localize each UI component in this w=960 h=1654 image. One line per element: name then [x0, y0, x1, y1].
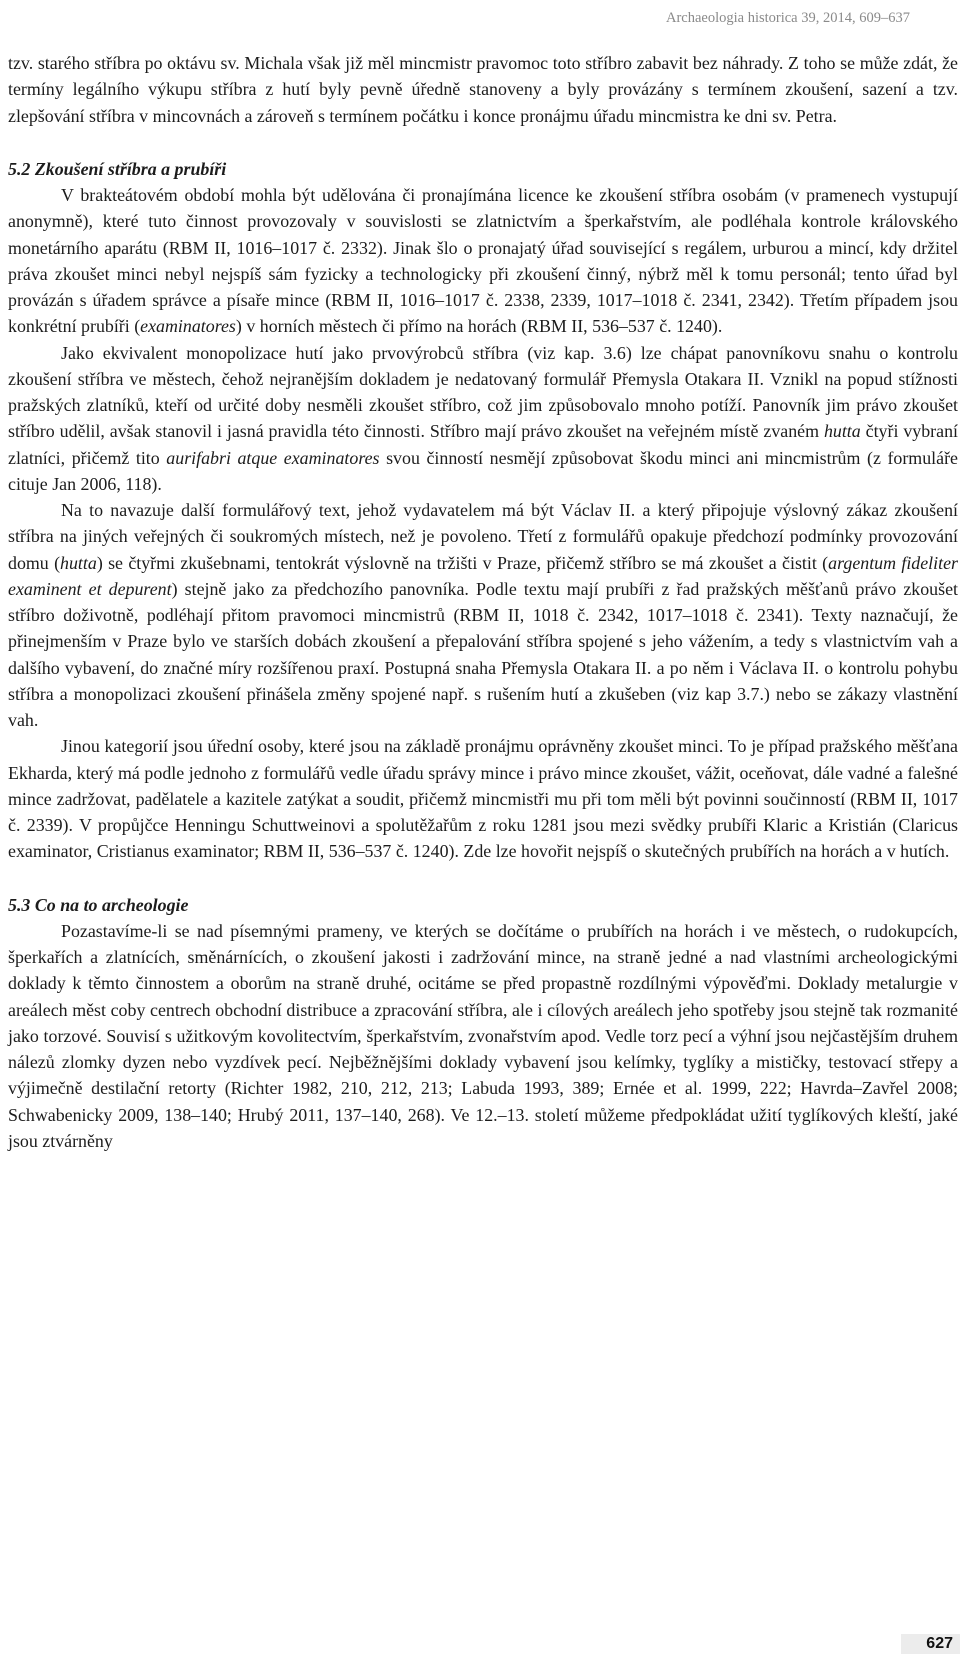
- paragraph-continued: tzv. starého stříbra po oktávu sv. Michala však již měl mincmistr pravomoc toto stříbro zabavit bez náhrady. Z toho se může zdát, že termíny legálního výkupu stříbra z hutí byly pevně úředně stanoveny a byly provázány s termínem zkoušení, sazení a tzv. zlepšování stříbra v mincovnách a zároveň s termínem počátku i konce pronájmu úřadu mincmistra ke dni sv. Petra.: [8, 53, 958, 126]
- text-run: Na to navazuje další formulářový text, jehož vydavatelem má být Václav II. a který připojuje výslovný zákaz zkoušení stříbra na jiných veřejných či soukromých místech, než je povoleno. Třetí z formulářů opakuje předchozí podmínky provozování domu (: [8, 500, 958, 573]
- running-head: Archaeologia historica 39, 2014, 609–637: [665, 10, 910, 26]
- italic-run: hutta: [60, 552, 97, 573]
- paragraph-5-3-1: Pozastavíme-li se nad písemnými prameny, ve kterých se dočítáme o prubířích na horách i ve městech, o rudokupcích, šperkařích a zlatnících, směnárnících, o zkoušení jakosti i zadržování mince, na straně jedné a nad vlastními archeologickými doklady k těmto činnostem a oborům na straně druhé, ocitáme se před propastně rozdílnými výpověďmi. Doklady metalurgie v areálech měst coby centrech obchodní distribuce a zpracování stříbra, ale i cílových areálech jeho spotřeby jsou stejně tak rozmanité jako torzové. Souvisí s užitkovým kovolitectvím, šperkařstvím, zvonařstvím apod. Vedle torz pecí a výhní jsou nejčastějším druhem nálezů zlomky dyzen nebo vyzdívek pecí. Nejběžnějšími doklady vybavení jsou kelímky, tyglíky a mističky, testovací střepy a výjimečně destilační retorty (Richter 1982, 210, 212, 213; Labuda 1993, 389; Ernée et al. 1999, 222; Havrda–Zavřel 2008; Schwabenicky 2009, 138–140; Hrubý 2011, 137–140, 268). Ve 12.–13. století můžeme předpokládat užití tyglíkových kleští, jaké jsou ztvárněny: [8, 920, 958, 1151]
- paragraph-5-2-3: [8, 497, 958, 733]
- paragraph-5-2-4: Jinou kategorií jsou úřední osoby, které jsou na základě pronájmu oprávněny zkoušet minci. To je případ pražského měšťana Ekharda, který má podle jednoho z formulářů vedle úřadu správy mince i právo mince zkoušet, vážit, oceňovat, dále vadné a falešné mince zadržovat, padělatele a kazitele zatýkat a soudit, přičemž mincmistři mu při tom měli být povinni součinností (RBM II, 1017 č. 2339). V propůjčce Henningu Schuttweinovi a spolutěžařům z roku 1281 jsou mezi svědky prubíři Klaric a Kristián (Claricus examinator, Cristianus examinator; RBM II, 536–537 č. 1240). Zde lze hovořit nejspíš o skutečných prubířích na horách a v hutích.: [8, 736, 958, 862]
- paragraph-5-2-1: [8, 182, 958, 340]
- text-run: ) v horních městech či přímo na horách (RBM II, 536–537 č. 1240).: [235, 316, 723, 337]
- italic-run: aurifabri atque examinatores: [166, 447, 380, 468]
- text-run: Jako ekvivalent monopolizace hutí jako prvovýrobců stříbra (viz kap. 3.6) lze chápat panovníkovu snahu o kontrolu zkoušení stříbra ve městech, čehož nejranějším dokladem je nedatovaný formulář Přemysla Otakara II. Vznikl na popud stížnosti pražských zlatníků, kteří od určité doby nesměli zkoušet stříbro, což jim způsobovalo mnoho potíží. Panovník jim právo zkoušet stříbro udělil, avšak stanovil i jasná pravidla této činnosti. Stříbro mají právo zkoušet na veřejném místě zvaném: [8, 342, 958, 442]
- paragraph-5-2-2: [8, 340, 958, 498]
- section-title: Zkoušení stříbra a prubíři: [34, 158, 227, 179]
- section-title: Co na to archeologie: [34, 894, 189, 915]
- italic-run: examinatores: [140, 316, 236, 337]
- text-run: V brakteátovém období mohla být udělována či pronajímána licence ke zkoušení stříbra osobám (v pramenech vystupují anonymně), které tuto činnost provozovaly v souvislosti se zlatnictvím a šperkařstvím, ale podléhala kontrole královského monetárního aparátu (RBM II, 1016–1017 č. 2332). Jinak šlo o pronajatý úřad související s regálem, urburou a mincí, kdy držitel práva zkoušet minci nebyl nejspíš sám fyzicky a technologicky při zkoušení činný, nýbrž měl k tomu personál; tento úřad byl provázán s úřadem správce a písaře mince (RBM II, 1016–1017 č. 2338, 2339, 1017–1018 č. 2341, 2342). Třetím případem jsou konkrétní prubíři (: [8, 185, 958, 337]
- italic-run: hutta: [823, 421, 861, 442]
- page-number-box: [901, 1634, 960, 1654]
- section-number: 5.2: [8, 158, 31, 179]
- text-run: ) stejně jako za předchozího panovníka. Podle textu mají prubíři z řad pražských měšťanů právo zkoušet stříbro doživotně, podléhají přitom pravomoci mincmistrů (RBM II, 1018 č. 2342, 1017–1018 č. 2341). Texty naznačují, že přinejmenším v Praze bylo ve starších dobách zkoušení a přepalování stříbra spojené s jeho vážením, a tedy s vlastnictvím vah a dalšího vybavení, do značné míry rozšířenou praxí. Postupná snaha Přemysla Otakara II. a po něm i Václava II. o kontrolu pohybu stříbra a monopolizaci zkoušení přinášela změny spojené např. s rušením hutí a zkušeben (viz kap 3.7.) nebo se zákazy vlastnění vah.: [8, 578, 958, 730]
- body-text: [8, 50, 958, 1154]
- text-run: svou činností nesmějí způsobovat škodu minci ani mincmistrům (z formuláře cituje Jan 2006, 118).: [8, 447, 958, 494]
- section-heading-5-3: [8, 892, 958, 918]
- section-heading-5-2: [8, 156, 958, 182]
- section-number: 5.3: [8, 894, 31, 915]
- text-run: ) se čtyřmi zkušebnami, tentokrát výslovně na tržišti v Praze, přičemž stříbro se má zkoušet a čistit (: [96, 552, 829, 573]
- text-run: čtyři vybraní zlatníci, přičemž tito: [8, 421, 958, 468]
- page-number: 627: [926, 1635, 953, 1652]
- italic-run: argentum fideliter examinent et depurent: [8, 552, 958, 599]
